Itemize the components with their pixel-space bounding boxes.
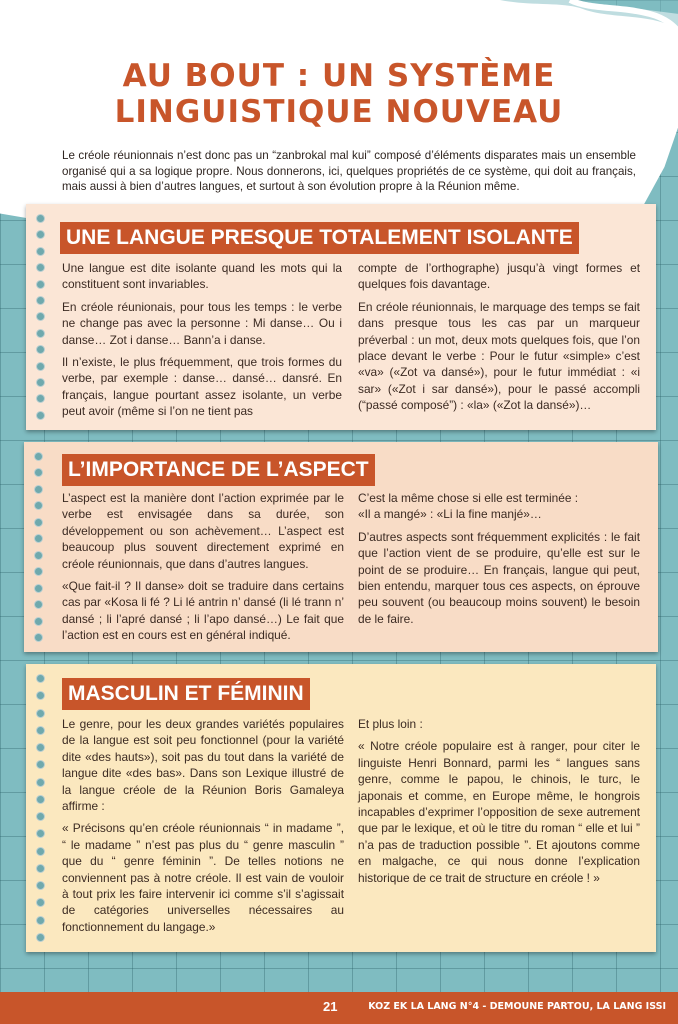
binder-ring xyxy=(34,485,43,494)
binder-ring xyxy=(36,296,45,305)
paragraph: Le genre, pour les deux grandes variétés populaires de la langue est soit peu fonctionnel (pour la variété dite «des hauts»), soit pas du tout dans la variété de langue dite «des bas». Dans son Lexique illustré de la langue créole de la Réunion Boris Gamaleya affirme : xyxy=(62,717,344,814)
binder-ring xyxy=(34,633,43,642)
page-title-line-2: LINGUISTIQUE NOUVEAU xyxy=(114,94,564,130)
section-isolante-left-column xyxy=(62,260,342,426)
binder-ring xyxy=(34,551,43,560)
binder-ring xyxy=(36,829,45,838)
section-title-genre: MASCULIN ET FÉMININ xyxy=(62,678,310,710)
binder-ring xyxy=(36,898,45,907)
binder-ring xyxy=(36,674,45,683)
binder-ring xyxy=(36,247,45,256)
binder-ring xyxy=(36,795,45,804)
binder-ring xyxy=(34,452,43,461)
paragraph: Une langue est dite isolante quand les mots qui la constituent sont invariables. xyxy=(62,261,342,292)
binder-ring xyxy=(34,567,43,576)
paragraph: « Notre créole populaire est à ranger, pour citer le linguiste Henri Bonnard, parmi les “ langues sans genre, comme le papou, le chinois, le turc, le japonais et comme, en Europe même, le hongrois incapables d’exprimer l’opposition de sexe autrement que par le lexique, et où le titre du roman “ elle et lui ” n’a pas de traduction possible ”. Et ajoutons comme en malgache, ce qui nous donne l’explication historique de ce trait de structure en créole ! » xyxy=(358,739,640,885)
binder-rings xyxy=(36,214,46,420)
binder-ring xyxy=(36,916,45,925)
binder-ring xyxy=(36,778,45,787)
binder-ring xyxy=(36,864,45,873)
intro-paragraph: Le créole réunionnais n’est donc pas un “zanbrokal mal kui” composé d’éléments disparates mais un ensemble organisé qui a sa logique propre. Nous donnerons, ici, quelques propriétés de ce système, qui doit au français, mais aussi à bien d’autres langues, et surtout à son évolution propre à la Réunion même. xyxy=(62,149,636,193)
binder-ring xyxy=(34,600,43,609)
paragraph: « Précisons qu’en créole réunionnais “ in madame ”, “ le madame ” n’est pas plus du “ genre masculin ” que du “ genre féminin ”. De telles notions ne conviennent pas à notre créole. Il est vain de vouloir à tout prix les faire intervenir ici comme s’il s’agissait de catégories universelles nécessaires au fonctionnement du langage.» xyxy=(62,821,344,934)
binder-ring xyxy=(36,709,45,718)
binder-ring xyxy=(36,312,45,321)
binder-ring xyxy=(36,726,45,735)
binder-ring xyxy=(36,881,45,890)
binder-ring xyxy=(36,378,45,387)
section-isolante-right-column xyxy=(358,260,640,420)
binder-ring xyxy=(36,394,45,403)
binder-ring xyxy=(36,691,45,700)
binder-ring xyxy=(34,518,43,527)
brush-stroke-decoration xyxy=(460,0,678,60)
binder-ring xyxy=(36,362,45,371)
binder-ring xyxy=(36,329,45,338)
binder-ring xyxy=(36,280,45,289)
binder-ring xyxy=(36,263,45,272)
paragraph: L’aspect est la manière dont l’action exprimée par le verbe est envisagée dans sa durée, son développement ou son achèvement… L’aspect est beaucoup plus souvent directement exprimé en créole réunionnais, que dans d’autres langues. xyxy=(62,491,344,571)
paragraph: En créole réunionais, pour tous les temps : le verbe ne change pas avec la personne : Mi danse… Ou i danse… Zot i danse… Bann’a i danse. xyxy=(62,299,342,347)
binder-ring xyxy=(36,214,45,223)
binder-rings xyxy=(34,452,44,642)
binder-ring xyxy=(36,760,45,769)
binder-ring xyxy=(34,534,43,543)
paragraph: D’autres aspects sont fréquemment explicités : le fait que l’action vient de se produire, qu’elle est sur le point de se produire… En français, langue qui peut, bien entendu, marquer tous ces aspects, on éprouve peu souvent (ou beaucoup moins souvent) le besoin de le faire. xyxy=(358,529,640,626)
section-card-genre xyxy=(26,664,656,952)
section-aspect-right-column xyxy=(358,490,640,633)
binder-ring xyxy=(34,584,43,593)
paragraph: En créole réunionnais, le marquage des temps se fait dans presque tous les cas par un marqueur préverbal : un mot, deux mots quelques fois, que l’on place devant le verbe : Pour le futur «simple» c’est «va» («Zot va dansé»), pour le futur immédiat : «i sar» («Zot i sar dansé»), pour le passé accompli (“passé composé”) : «la» («Zot la dansé»)… xyxy=(358,299,640,413)
section-title-aspect: L’IMPORTANCE DE L’ASPECT xyxy=(62,454,375,486)
page-title-line-1: AU BOUT : UN SYSTÈME xyxy=(122,58,556,94)
binder-ring xyxy=(36,933,45,942)
binder-ring xyxy=(36,411,45,420)
page-footer xyxy=(0,992,678,1024)
section-genre-left-column xyxy=(62,716,344,941)
paragraph: «Que fait-il ? Il danse» doit se traduire dans certains cas par «Kosa li fé ? Li lé antrin n’ dansé (li lé trann n’ dansé ; li l’apré dansé ; li l’apo dansé…) Le fait que l’action est en cours est en général indiqué. xyxy=(62,579,344,643)
binder-ring xyxy=(36,743,45,752)
section-card-isolante xyxy=(26,204,656,430)
section-genre-right-column xyxy=(358,716,640,892)
section-title-isolante: UNE LANGUE PRESQUE TOTALEMENT ISOLANTE xyxy=(60,222,579,254)
binder-ring xyxy=(34,617,43,626)
binder-ring xyxy=(36,847,45,856)
paragraph: compte de l’orthographe) jusqu’à vingt formes et quelques fois davantage. xyxy=(358,261,640,292)
magazine-credit: KOZ EK LA LANG N°4 - DEMOUNE PARTOU, LA LANG ISSI xyxy=(368,1001,666,1012)
section-card-aspect xyxy=(24,442,658,652)
binder-ring xyxy=(36,230,45,239)
paragraph: Et plus loin : xyxy=(358,717,423,731)
binder-ring xyxy=(34,468,43,477)
binder-ring xyxy=(36,345,45,354)
paragraph: Il n’existe, le plus fréquemment, que trois formes du verbe, par exemple : danse… dansé… dansré. En français, langue pourtant assez isolante, un verbe peut avoir (même si l’on ne tient pas xyxy=(62,355,342,419)
binder-rings xyxy=(36,674,46,942)
paragraph: «Il a mangé» : «Li la fine manjé»… xyxy=(358,507,542,522)
section-aspect-left-column xyxy=(62,490,344,650)
binder-ring xyxy=(34,501,43,510)
binder-ring xyxy=(36,812,45,821)
page-number: 21 xyxy=(323,999,338,1014)
paragraph: C’est la même chose si elle est terminée : xyxy=(358,491,579,505)
page-title xyxy=(0,58,678,130)
